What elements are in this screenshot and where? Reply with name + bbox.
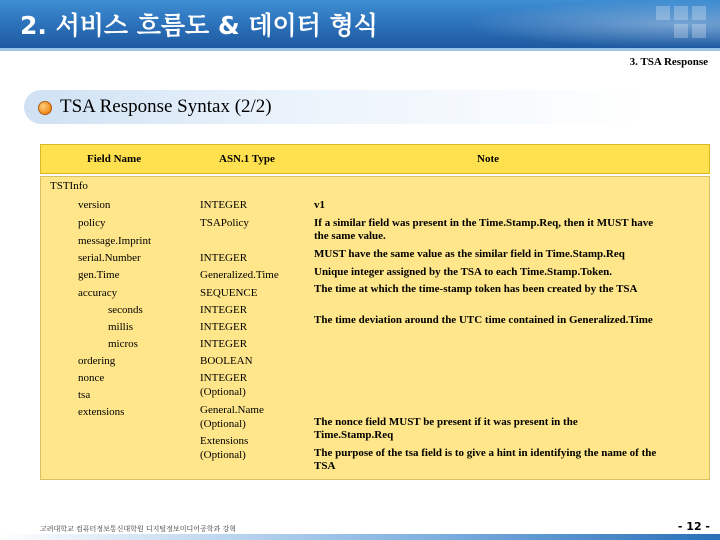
field-name: seconds bbox=[108, 304, 143, 316]
asn1-type: INTEGER bbox=[200, 372, 248, 384]
table-header-row bbox=[40, 144, 710, 174]
orange-bullet-icon bbox=[38, 101, 52, 115]
field-name: tsa bbox=[78, 389, 91, 401]
note-text: Unique integer assigned by the TSA to each Time.Stamp.Token. bbox=[314, 266, 612, 278]
asn1-type: Extensions bbox=[200, 435, 249, 447]
asn1-type: INTEGER bbox=[200, 338, 248, 350]
asn1-type: (Optional) bbox=[200, 449, 246, 461]
footer-affiliation: 고려대학교 컴퓨터정보통신대학원 디지털정보미디어공학과 강혁 bbox=[40, 525, 237, 533]
page-number: - 12 - bbox=[677, 520, 710, 533]
field-name: nonce bbox=[78, 372, 105, 384]
decorative-squares-icon bbox=[654, 4, 714, 44]
slide-subtitle: TSA Response Syntax (2/2) bbox=[60, 96, 272, 117]
asn1-type: (Optional) bbox=[200, 418, 246, 430]
field-name: extensions bbox=[78, 406, 125, 418]
asn1-type: INTEGER bbox=[200, 304, 248, 316]
field-name: accuracy bbox=[78, 287, 118, 299]
asn1-type: SEQUENCE bbox=[200, 287, 258, 299]
asn1-type: Generalized.Time bbox=[200, 269, 279, 281]
group-label: TSTInfo bbox=[50, 180, 88, 192]
asn1-type: INTEGER bbox=[200, 321, 248, 333]
field-name: version bbox=[78, 199, 111, 211]
note-text: The time at which the time-stamp token has been created by the TSA bbox=[314, 283, 638, 295]
note-text: The nonce field MUST be present if it was present in the Time.Stamp.Req bbox=[314, 416, 578, 441]
field-name: policy bbox=[78, 217, 106, 229]
header-field-name: Field Name bbox=[87, 153, 142, 165]
field-name: message.Imprint bbox=[78, 235, 152, 247]
header-banner bbox=[0, 0, 720, 48]
note-text: v1 bbox=[314, 199, 325, 211]
field-name: micros bbox=[108, 338, 138, 350]
slide-title: 2. 서비스 흐름도 & 데이터 형식 bbox=[20, 11, 378, 40]
field-name: gen.Time bbox=[78, 269, 120, 281]
field-name: millis bbox=[108, 321, 134, 333]
asn1-type: TSAPolicy bbox=[200, 217, 249, 229]
note-text: MUST have the same value as the similar field in Time.Stamp.Req bbox=[314, 248, 625, 260]
header-asn1-type: ASN.1 Type bbox=[219, 153, 275, 165]
note-text: The purpose of the tsa field is to give a hint in identifying the name of the TSA bbox=[314, 447, 657, 472]
header-note: Note bbox=[477, 153, 499, 165]
asn1-type: BOOLEAN bbox=[200, 355, 253, 367]
footer-bar bbox=[0, 534, 720, 540]
asn1-type: (Optional) bbox=[200, 386, 246, 398]
header-divider bbox=[0, 48, 720, 51]
asn1-type: INTEGER bbox=[200, 252, 248, 264]
field-name: ordering bbox=[78, 355, 116, 367]
field-name: serial.Number bbox=[78, 252, 141, 264]
section-label: 3. TSA Response bbox=[629, 56, 708, 68]
note-text: If a similar field was present in the Time.Stamp.Req, then it MUST have the same value. bbox=[314, 217, 654, 242]
asn1-type: INTEGER bbox=[200, 199, 248, 211]
asn1-type: General.Name bbox=[200, 404, 264, 416]
note-text: The time deviation around the UTC time contained in Generalized.Time bbox=[314, 314, 653, 326]
